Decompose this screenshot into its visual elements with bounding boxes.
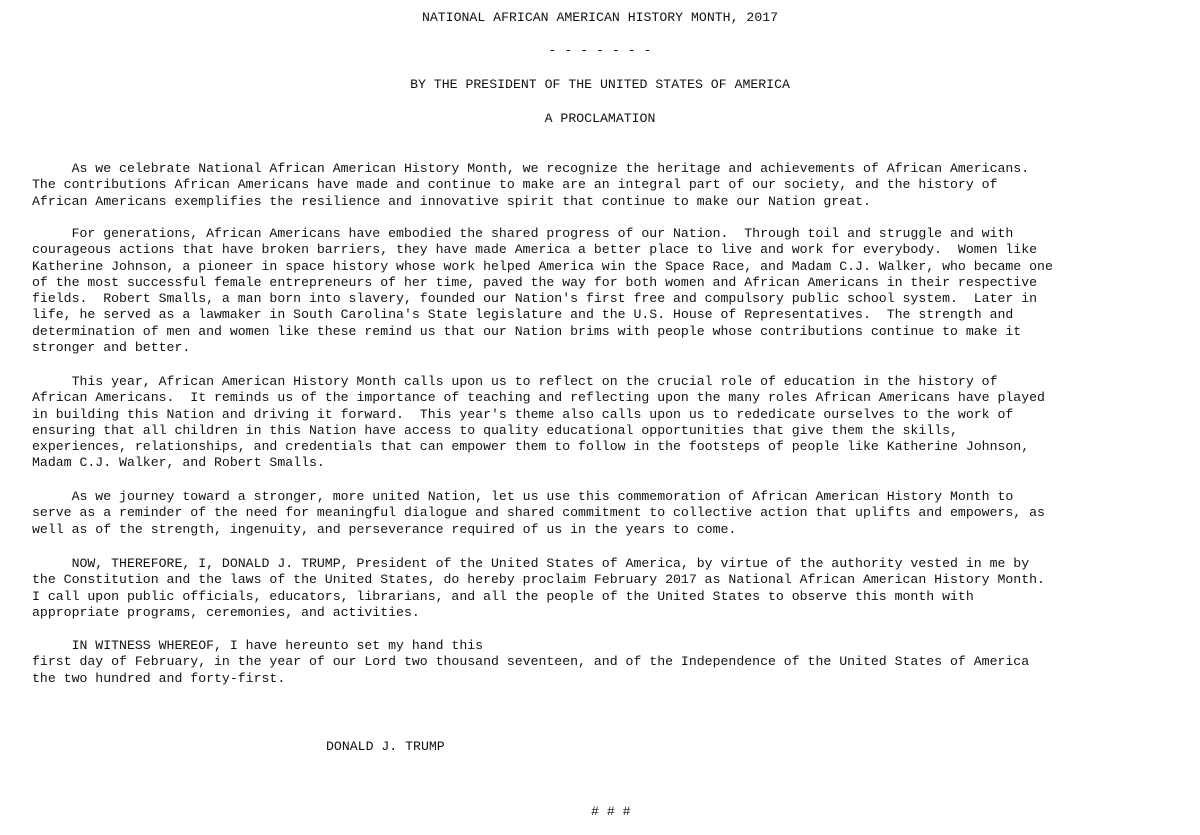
signature: DONALD J. TRUMP <box>326 739 445 754</box>
document-type: A PROCLAMATION <box>544 111 656 126</box>
proclamation-title: NATIONAL AFRICAN AMERICAN HISTORY MONTH, 2017 <box>421 10 779 25</box>
paragraph-5: NOW, THEREFORE, I, DONALD J. TRUMP, President of the United States of America, by virtue of the authority vested in me by the Constitution and the laws of the United States, do hereby proclaim February 2017 as National African American History Month. I call upon public officials, educators, librarians, and all the people of the United States to observe this month with appropriate programs, ceremonies, and activities. <box>32 556 1045 620</box>
paragraph-1: As we celebrate National African American History Month, we recognize the heritage and achievements of African Americans. The contributions African Americans have made and continue to make are an integral part of our society, and the history of African Americans exemplifies the resilience and innovative spirit that continue to make our Nation great. <box>32 161 1030 209</box>
paragraph-2: For generations, African Americans have embodied the shared progress of our Nation. Through toil and struggle and with courageous actions that have broken barriers, they have made America a better place to live and work for everybody. Women like Katherine Johnson, a pioneer in space history whose work helped America win the Space Race, and Madam C.J. Walker, who became one of the most successful female entrepreneurs of her time, paved the way for both women and African Americans in their respective fields. Robert Smalls, a man born into slavery, founded our Nation's first free and compulsory public school system. Later in life, he served as a lawmaker in South Carolina's State legislature and the U.S. House of Representatives. The strength and determination of men and women like these remind us that our Nation brims with people whose contributions continue to make it stronger and better. <box>32 226 1053 356</box>
paragraph-4: As we journey toward a stronger, more united Nation, let us use this commemoration of African American History Month to serve as a reminder of the need for meaningful dialogue and shared commitment to collective action that uplifts and empowers, as well as of the strength, ingenuity, and perseverance required of us in the years to come. <box>32 489 1045 537</box>
separator-line: - - - - - - - <box>548 43 652 58</box>
paragraph-6: IN WITNESS WHEREOF, I have hereunto set my hand this first day of February, in the year of our Lord two thousand seventeen, and of the Independence of the United States of America the two hundred and forty-first. <box>32 638 1030 686</box>
paragraph-3: This year, African American History Month calls upon us to reflect on the crucial role of education in the history of African Americans. It reminds us of the importance of teaching and reflecting upon the many roles African Americans have played in building this Nation and driving it forward. This year's theme also calls upon us to rededicate ourselves to the work of ensuring that all children in this Nation have access to quality educational opportunities that give them the skills, experiences, relationships, and credentials that can empower them to follow in the footsteps of people like Katherine Johnson, Madam C.J. Walker, and Robert Smalls. <box>32 374 1045 471</box>
issuer-line: BY THE PRESIDENT OF THE UNITED STATES OF AMERICA <box>410 77 790 92</box>
end-mark: # # # <box>591 804 631 819</box>
